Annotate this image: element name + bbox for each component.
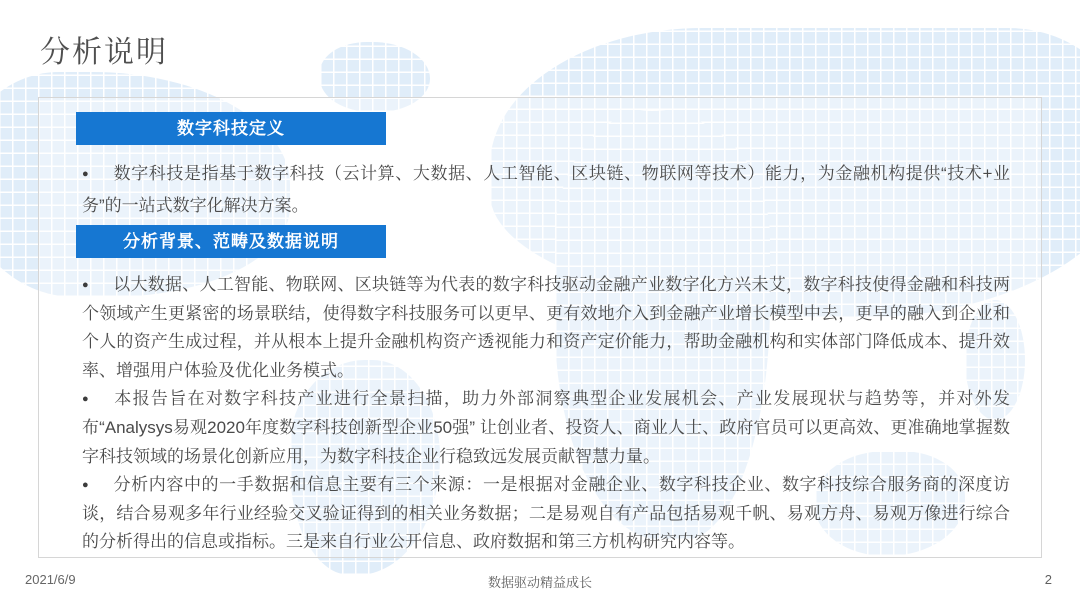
slide-footer: [0, 572, 1080, 594]
bullet-text: 以大数据、人工智能、物联网、区块链等为代表的数字科技驱动金融产业数字化方兴未艾，数字科技使得金融和科技两个领域产生更紧密的场景联结，使得数字科技服务可以更早、更有效地介入到金融产业增长模型中去，更早的融入到企业和个人的资产生成过程，并从根本上提升金融机构资产透视能力和资产定价能力，帮助金融机构和实体部门降低成本、提升效率、增强用户体验及优化业务模式。: [82, 275, 1010, 380]
bullet-marker: ●: [82, 479, 89, 492]
bullet-item: [76, 471, 1010, 557]
footer-slogan: 数据驱动精益成长: [487, 575, 592, 590]
bullet-text: 数字科技是指基于数字科技（云计算、大数据、人工智能、区块链、物联网等技术）能力，为金融机构提供“技术+业务”的一站式数字化解决方案。: [82, 164, 1010, 215]
definition-bullet-list: [76, 158, 1010, 222]
section-heading-background: 分析背景、范畴及数据说明: [76, 225, 386, 258]
footer-date: 2021/6/9: [25, 572, 76, 587]
bullet-text: 分析内容中的一手数据和信息主要有三个来源：一是根据对金融企业、数字科技企业、数字科技综合服务商的深度访谈，结合易观多年行业经验交叉验证得到的相关业务数据；二是易观自有产品包括易观千帆、易观方舟、易观万像进行综合的分析得出的信息或指标。三是来自行业公开信息、政府数据和第三方机构研究内容等。: [82, 475, 1010, 552]
page-title: 分析说明: [40, 36, 168, 69]
bullet-marker: ●: [82, 168, 89, 180]
bullet-item: [76, 385, 1010, 471]
section-heading-definition: 数字科技定义: [76, 112, 386, 145]
page-number: 2: [1044, 572, 1052, 587]
background-bullet-list: [76, 271, 1010, 557]
bullet-text: 本报告旨在对数字科技产业进行全景扫描，助力外部洞察典型企业发展机会、产业发展现状与趋势等，并对外发布“Analysys易观2020年度数字科技创新型企业50强” 让创业者、投资人、商业人士、政府官员可以更高效、更准确地掌握数字科技领域的场景化创新应用，为数字科技企业行稳致远发展贡献智慧力量。: [82, 389, 1010, 466]
bullet-item: [76, 271, 1010, 385]
bullet-marker: ●: [82, 393, 89, 406]
bullet-item: [76, 158, 1010, 222]
bullet-marker: ●: [82, 279, 89, 291]
content-card: [38, 97, 1042, 558]
